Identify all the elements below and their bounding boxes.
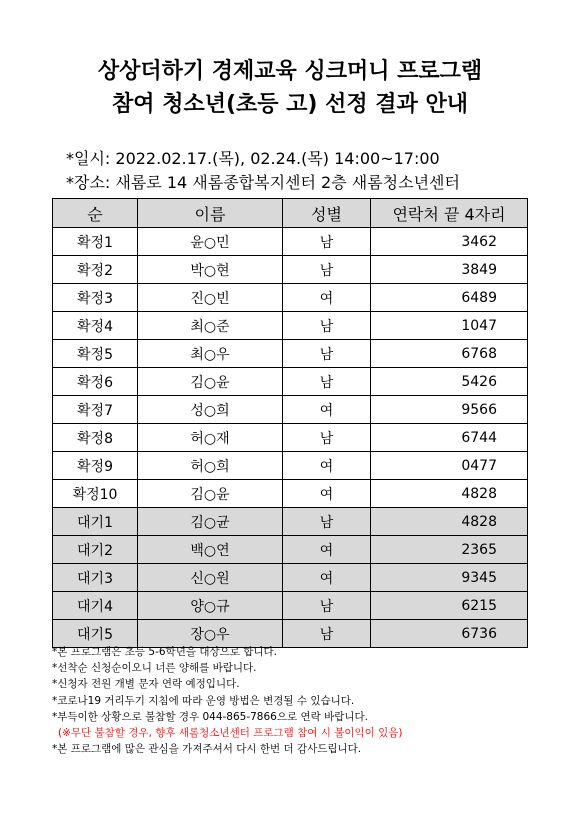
table-body [53, 228, 528, 648]
cell-name: 윤○민 [138, 228, 283, 256]
cell-name: 김○윤 [138, 368, 283, 396]
cell-gender: 여 [283, 564, 371, 592]
cell-phone: 6489 [371, 284, 528, 312]
cell-order: 확정4 [53, 312, 138, 340]
cell-phone: 6768 [371, 340, 528, 368]
cell-phone: 3462 [371, 228, 528, 256]
table-row [53, 480, 528, 508]
table-row [53, 592, 528, 620]
table-row [53, 508, 528, 536]
page-title-line1: 상상더하기 경제교육 싱크머니 프로그램 [97, 59, 483, 84]
cell-gender: 남 [283, 256, 371, 284]
cell-gender: 여 [283, 396, 371, 424]
notice-line: *부득이한 상황으로 불참할 경우 044-865-7866으로 연락 바랍니다. [52, 710, 368, 723]
cell-order: 확정9 [53, 452, 138, 480]
page-title-line2: 참여 청소년(초등 고) 선정 결과 안내 [112, 92, 468, 117]
cell-phone: 1047 [371, 312, 528, 340]
cell-gender: 여 [283, 480, 371, 508]
cell-phone: 9345 [371, 564, 528, 592]
cell-name: 허○희 [138, 452, 283, 480]
cell-order: 확정5 [53, 340, 138, 368]
cell-name: 박○현 [138, 256, 283, 284]
table-row [53, 368, 528, 396]
cell-gender: 남 [283, 592, 371, 620]
notice-line: *본 프로그램은 초등 5-6학년을 대상으로 합니다. [52, 646, 277, 658]
cell-order: 대기4 [53, 592, 138, 620]
cell-order: 확정6 [53, 368, 138, 396]
cell-name: 최○우 [138, 340, 283, 368]
cell-order: 확정10 [53, 480, 138, 508]
cell-phone: 2365 [371, 536, 528, 564]
cell-phone: 6736 [371, 620, 528, 648]
cell-order: 확정3 [53, 284, 138, 312]
cell-gender: 남 [283, 340, 371, 368]
cell-name: 백○연 [138, 536, 283, 564]
table-header-row [53, 199, 528, 228]
header-order: 순 [53, 199, 138, 228]
cell-gender: 남 [283, 424, 371, 452]
cell-order: 확정8 [53, 424, 138, 452]
notice-line: *신청자 전원 개별 문자 연락 예정입니다. [52, 678, 240, 691]
cell-phone: 4828 [371, 480, 528, 508]
notes-section [52, 644, 552, 757]
cell-phone: 9566 [371, 396, 528, 424]
notice-line: *본 프로그램에 많은 관심을 가져주셔서 다시 한번 더 감사드립니다. [52, 743, 362, 756]
table-row [53, 564, 528, 592]
cell-name: 김○윤 [138, 480, 283, 508]
cell-gender: 남 [283, 228, 371, 256]
table-row [53, 396, 528, 424]
cell-gender: 여 [283, 452, 371, 480]
notice-line: *코로나19 거리두기 지침에 따라 운영 방법은 변경될 수 있습니다. [52, 694, 355, 707]
table-row [53, 424, 528, 452]
cell-gender: 여 [283, 284, 371, 312]
cell-phone: 3849 [371, 256, 528, 284]
table-row [53, 312, 528, 340]
cell-order: 대기1 [53, 508, 138, 536]
table-row [53, 452, 528, 480]
cell-gender: 여 [283, 536, 371, 564]
cell-phone: 6744 [371, 424, 528, 452]
cell-order: 대기2 [53, 536, 138, 564]
cell-name: 신○원 [138, 564, 283, 592]
cell-phone: 5426 [371, 368, 528, 396]
cell-gender: 남 [283, 620, 371, 648]
cell-gender: 남 [283, 312, 371, 340]
table-row [53, 536, 528, 564]
event-date: *일시: 2022.02.17.(목), 02.24.(목) 14:00~17:00 [66, 149, 440, 168]
cell-order: 확정1 [53, 228, 138, 256]
notice-warning: (※무단 불참할 경우, 향후 새롬청소년센터 프로그램 참여 시 불이익이 있음) [58, 727, 403, 740]
participant-table [52, 198, 528, 648]
table-row [53, 284, 528, 312]
cell-name: 진○빈 [138, 284, 283, 312]
cell-order: 확정7 [53, 396, 138, 424]
cell-name: 성○희 [138, 396, 283, 424]
table-row [53, 256, 528, 284]
cell-gender: 남 [283, 368, 371, 396]
table-row [53, 228, 528, 256]
cell-phone: 4828 [371, 508, 528, 536]
cell-order: 확정2 [53, 256, 138, 284]
cell-phone: 6215 [371, 592, 528, 620]
cell-name: 양○규 [138, 592, 283, 620]
cell-phone: 0477 [371, 452, 528, 480]
event-place: *장소: 새롬로 14 새롬종합복지센터 2층 새롬청소년센터 [66, 173, 460, 192]
header-name: 이름 [138, 199, 283, 228]
cell-order: 대기3 [53, 564, 138, 592]
table-row [53, 340, 528, 368]
cell-name: 김○균 [138, 508, 283, 536]
header-gender: 성별 [283, 199, 371, 228]
cell-name: 최○준 [138, 312, 283, 340]
header-phone: 연락처 끝 4자리 [371, 199, 528, 228]
cell-order: 대기5 [53, 620, 138, 648]
cell-name: 허○재 [138, 424, 283, 452]
cell-name: 장○우 [138, 620, 283, 648]
notice-line: *선착순 신청순이오니 너른 양해를 바랍니다. [52, 662, 257, 675]
cell-gender: 남 [283, 508, 371, 536]
